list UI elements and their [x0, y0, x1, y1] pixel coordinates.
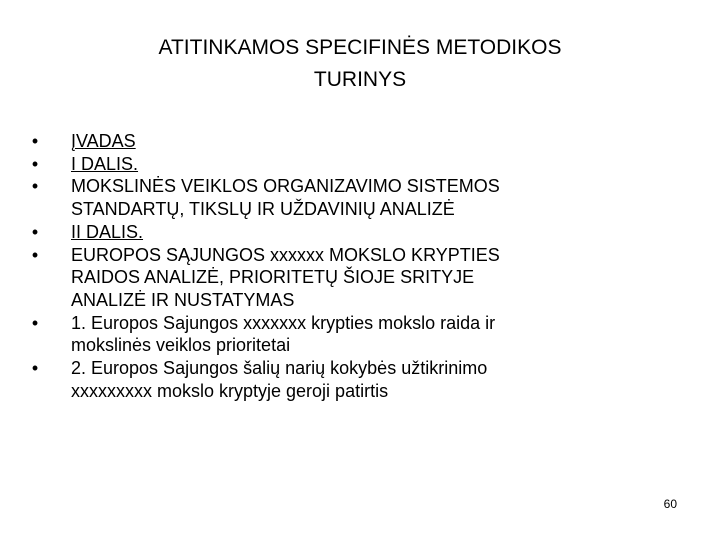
bullet-text-line: MOKSLINĖS VEIKLOS ORGANIZAVIMO SISTEMOS	[71, 176, 500, 197]
bullet-icon: •	[31, 153, 39, 174]
bullet-text-line: xxxxxxxxx mokslo kryptyje geroji patirtis	[71, 380, 389, 401]
bullet-text-line: I DALIS.	[71, 153, 139, 174]
bullet-item	[24, 312, 674, 357]
slide-title-line-2: TURINYS	[313, 68, 407, 91]
bullet-text-line: ANALIZĖ IR NUSTATYMAS	[71, 289, 295, 310]
bullet-text-line: 2. Europos Sajungos šalių narių kokybės užtikrinimo	[71, 358, 488, 379]
bullet-icon: •	[31, 221, 39, 242]
bullet-icon: •	[31, 358, 39, 379]
bullet-icon: •	[31, 131, 39, 151]
bullet-item	[24, 244, 674, 312]
bullet-item	[24, 153, 674, 176]
bullet-text-line: ĮVADAS	[71, 131, 136, 151]
bullet-item	[24, 175, 674, 220]
bullet-text-line: STANDARTŲ, TIKSLŲ IR UŽDAVINIŲ ANALIZĖ	[71, 199, 455, 220]
bullet-text-line: II DALIS.	[71, 221, 144, 242]
bullet-item	[24, 130, 674, 153]
bullet-item	[24, 221, 674, 244]
bullet-text-line: RAIDOS ANALIZĖ, PRIORITETŲ ŠIOJE SRITYJE	[71, 267, 475, 288]
bullet-icon: •	[31, 312, 39, 333]
bullet-list	[24, 130, 674, 402]
bullet-text-line: EUROPOS SĄJUNGOS xxxxxx MOKSLO KRYPTIES	[71, 244, 500, 265]
bullet-item	[24, 357, 674, 402]
page-number: 60	[663, 497, 677, 511]
bullet-text-line: 1. Europos Sajungos xxxxxxx krypties mokslo raida ir	[71, 312, 496, 333]
bullet-text-line: mokslinės veiklos prioritetai	[71, 335, 291, 356]
bullet-icon: •	[31, 244, 39, 265]
bullet-icon: •	[31, 176, 39, 197]
slide-title-line-1: ATITINKAMOS SPECIFINĖS METODIKOS	[158, 36, 562, 59]
slide-title	[60, 32, 660, 96]
